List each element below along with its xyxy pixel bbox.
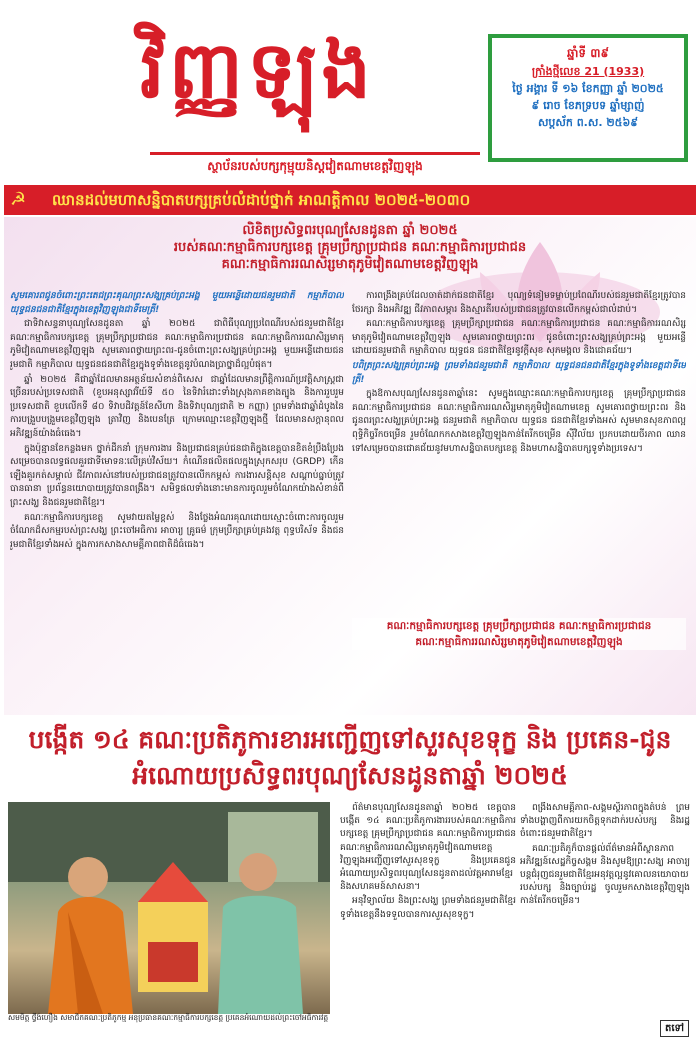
letter-paragraph: ការពង្រឹងគ្រប់ដែលចាត់ដាក់ជនជាតិខ្មែរ បុណ្យទំនៀមទម្លាប់ប្រពៃណីរបស់ជនរួមជាតិខ្មែរត្រូវបានថែរក្សា និងអភិវឌ្ឍ ជីវភាពសម្ភារ និងស្មារតីរបស់ប្រជាជនត្រូវបានលើកកម្ពស់ជាលំដាប់។ — [352, 291, 686, 315]
congress-banner: ឈានដល់មហាសន្និបាតបក្សគ្រប់លំដាប់ថ្នាក់ អាណត្តិកាល ២០២៥-២០៣០ — [4, 185, 696, 215]
letter-paragraph: គណៈកម្មាធិការបក្សខេត្ត គ្រុមប្រឹក្សាប្រជាជន គណៈកម្មាធិការប្រជាជន គណៈកម្មាធិការរណសិរ្សមាតុភូមិវៀតណាមខេត្តវិញឡុង សូមគោរពថ្វាយព្រះពរ ជូនចំពោះព្រះសង្ឃគ្រប់ព្រះអង្គ មួយអន្លើដោយជនរួមជាតិ កម្មាភិបាល យុទ្ធជន ជនជាតិខ្មែរនូវក្តីសុខ សុភមង្គល និងជោគជ័យ។ — [352, 319, 686, 357]
issue-year: ឆ្នាំទី ៣៩ — [567, 46, 609, 60]
issue-lunar-date: ៩ រោច ខែភទ្របទ ឆ្នាំម្សាញ់ — [531, 98, 645, 112]
letter-paragraph: គណៈកម្មាធិការបក្សខេត្ត សូមវាយតម្លៃខ្ពស់ និងថ្លែងអំណរគុណដោយស្មោះចំពោះការចូលរួមចំណែកដ៏សកម្មរបស់ព្រះសង្ឃ ព្រះចៅអធិការ អាចារ្យ គ្រូធម៌ ក្រុមប្រឹក្សាគ្រប់គ្រងវត្ត ពុទ្ធបរិស័ទ និងជនរួមជាតិខ្មែរទាំងអស់ ក្នុងការកសាងសាមគ្គីភាពជាតិដ៏ធំធេង។ — [10, 512, 344, 550]
letter-salutation: សូមគោរពជូនចំពោះព្រះតេជព្រះគុណព្រះសង្ឃគ្រប់ព្រះអង្គ មួយអន្លើដោយជនរួមជាតិ កម្មាភិបាល យុទ្ធជនជនជាតិខ្មែរក្នុងខេត្តវិញឡុងជាទីមេត្រី! — [10, 291, 344, 315]
story-photo — [8, 802, 330, 1014]
story-column-1 — [340, 802, 516, 1018]
letter-intro — [10, 222, 690, 273]
story-paragraph: ពង្រឹងសាមគ្គីភាព-សង្គមស្ថិរភាពក្នុងតំបន់ ព្រមទាំងបង្ហាញពីការយកចិត្តទុកដាក់របស់បក្ស និងរដ្ឋ ចំពោះជនរួមជាតិខ្មែរ។ — [520, 803, 690, 840]
letter-salutation: បពិត្រព្រះសង្ឃគ្រប់ព្រះអង្គ ព្រមទាំងជនរួមជាតិ កម្មាភិបាល យុទ្ធជនជនជាតិខ្មែរក្នុងទូទាំងខេត្តជាទីមេត្រី! — [352, 360, 686, 385]
issue-number: ក្រាំងថ្មីលេខ 21 (1933) — [531, 64, 645, 78]
issue-era: សប្តស័ក ព.ស. ២៥៦៩ — [537, 115, 639, 129]
photo-illustration-icon — [8, 802, 330, 1014]
letter-from-line: របស់គណៈកម្មាធិការបក្សខេត្ត គ្រុមប្រឹក្សាប្រជាជន គណៈកម្មាធិការប្រជាជន — [173, 240, 527, 255]
story-headline: បង្កើត ១៤ គណៈប្រតិភូការខារអញ្ជើញទៅសួរសុខទុក្ខ និង ប្រគេន-ជូនអំណោយប្រសិទ្ធពរបុណ្យសែនដូនតាឆ្នាំ ២០២៥ — [28, 725, 672, 790]
signature-line: គណៈកម្មាធិការរណសិរ្សមាតុភូមិវៀតណាមខេត្តវិញឡុង — [352, 634, 686, 650]
issue-info-box — [488, 34, 688, 162]
story-paragraph: អនុវិទ្យាល័យ និងព្រះសង្ឃ ព្រមទាំងជនរួមជាតិខ្មែរទូទាំងខេត្តនឹងទទួលបានការសួរសុខទុក្ខ។ — [340, 896, 516, 920]
letter-signature — [352, 618, 686, 650]
masthead-slogan: ស្ថាប័នរបស់បក្សកុម្មុយនិស្តវៀតណាមខេត្តវិញឡុង — [150, 152, 480, 176]
story-column-2 — [520, 802, 690, 1018]
letter-left-column — [10, 290, 344, 708]
letter-paragraph: ជាទិវាសន្ទនាបុណ្យសែនដូនតា ឆ្នាំ ២០២៥ ជាពិធីបុណ្យប្រពៃណីរបស់ជនរួមជាតិខ្មែរ គណៈកម្មាធិការបក្សខេត្ត គ្រុមប្រឹក្សាប្រជាជន គណៈកម្មាធិការប្រជាជន គណៈកម្មាធិការរណសិរ្សមាតុភូមិវៀតណាមខេត្តវិញឡុង សូមគោរពថ្វាយព្រះពរ-ជូនចំពោះព្រះសង្ឃគ្រប់ព្រះអង្គ មួយអន្លើដោយជនរួមជាតិ កម្មាភិបាល យុទ្ធជនជនជាតិខ្មែរក្នុងទូទាំងខេត្តនូវបំណងប្រាថ្នាដ៏ល្អបំផុត។ — [10, 319, 344, 370]
letter-paragraph: ក្នុងប៉ុន្មានខែកន្លងមក ថ្នាក់ដឹកនាំ ក្រុមការងារ និងប្រជាជនគ្រប់ជនជាតិក្នុងខេត្តបានខិតខំប្រឹងប្រែងសម្រេចបានលទ្ធផលគួរជាទីមោទនៈលើគ្រប់វិស័យ។ កំណើនផលិតផលក្នុងស្រុកសរុប (GRDP) កើនឡើងគួរកត់សម្គាល់ ជីវភាពរស់នៅរបស់ប្រជាជនត្រូវបានលើកកម្ពស់ ការងារសន្តិសុខ សណ្តាប់ធ្នាប់ត្រូវបានធានា ប្រព័ន្ធនយោបាយត្រូវបានពង្រឹង។ សមិទ្ធផលទាំងនោះមានការចូលរួមចំណែកយ៉ាងសំខាន់ពីព្រះសង្ឃ និងជនរួមជាតិខ្មែរ។ — [10, 443, 344, 508]
story-paragraph: គណៈប្រតិភូក៏បានផ្តល់ព័ត៌មានអំពីស្ថានភាពអភិវឌ្ឍន៍សេដ្ឋកិច្ចសង្គម និងសូមឱ្យព្រះសង្ឃ អាចារ្យ បន្តជំរុញជនរួមជាតិខ្មែរអនុវត្តល្អនូវគោលនយោបាយរបស់បក្ស និងច្បាប់រដ្ឋ ចូលរួមកសាងខេត្តវិញឡុងកាន់តែរីកចម្រើន។ — [520, 843, 690, 907]
story-paragraph: ព័ត៌មានបុណ្យសែនដូនតាឆ្នាំ ២០២៥ ខេត្តបានបង្កើត ១៤ គណៈប្រតិភូការងាររបស់គណៈកម្មាធិការបក្សខេត្ត គ្រុមប្រឹក្សាប្រជាជន គណៈកម្មាធិការប្រជាជន គណៈកម្មាធិការរណសិរ្សមាតុភូមិវៀតណាមខេត្តវិញឡុងអញ្ជើញទៅសួរសុខទុក្ខ និងប្រគេនជូនអំណោយប្រសិទ្ធពរបុណ្យសែនដូនតាដល់វត្តអារាមខ្មែរ និងសហគមន៍សាសនា។ — [340, 803, 516, 893]
letter-from-line: គណៈកម្មាធិការរណសិរ្សមាតុភូមិវៀតណាមខេត្តវិញឡុង — [221, 257, 479, 272]
issue-date: ថ្ងៃ អង្គារ ទី ១៦ ខែកញ្ញា ឆ្នាំ ២០២៥ — [512, 81, 664, 95]
hammer-sickle-icon: ☭ — [10, 189, 27, 210]
letter-paragraph: ឆ្នាំ ២០២៥ គឺជាឆ្នាំដែលមានអត្ថន័យសំខាន់ពិសេស ជាឆ្នាំដែលមានព្រឹត្តិការណ៍ប្រវត្តិសាស្ត្រជាច្រើនរបស់ប្រទេសជាតិ (ខួបអនុស្សាវរីយ៍ទី ៥០ នៃទិវារំដោះទាំងស្រុងភាគខាងត្បូង និងការរួបរួមប្រទេសជាតិ ខួបលើកទី ៨០ ទិវាបដិវត្តន៍ខែសីហា និងទិវាបុណ្យជាតិ ២ កញ្ញា) ព្រមទាំងជាឆ្នាំដំបូងនៃការបង្រួបបង្រួមខេត្តវិញឡុង ត្រាវិញ និងបេនត្រែ ក្រោមឈ្មោះខេត្តវិញឡុងថ្មី ដែលមានសក្តានុពលអភិវឌ្ឍន៍យ៉ាងធំធេង។ — [10, 374, 344, 439]
letter-right-column — [352, 290, 686, 612]
photo-caption: សមមិត្ត ថ្វីង់ហឿង សមាជិកគណៈប្រតិភូកម្ម អនុប្រធានគណៈកម្មាធិការបក្សខេត្ត ប្រគេនអំណោយដល់ព្រះចៅអធិការវត្ត — [8, 1013, 329, 1022]
newspaper-logo: វិញ្ញឡុង — [140, 25, 375, 116]
letter-title: លិខិតប្រសិទ្ធពរបុណ្យសែនដូនតា ឆ្នាំ ២០២៥ — [242, 223, 458, 238]
continued-marker: តទៅ — [660, 1020, 689, 1037]
letter-paragraph: ក្នុងឱកាសបុណ្យសែនដូនតាឆ្នាំនេះ សូមក្នុងឈ្មោះគណៈកម្មាធិការបក្សខេត្ត គ្រុមប្រឹក្សាប្រជាជន គណៈកម្មាធិការប្រជាជន គណៈកម្មាធិការរណសិរ្សមាតុភូមិវៀតណាមខេត្ត សូមគោរពថ្វាយព្រះពរ និងជូនពរព្រះសង្ឃគ្រប់ព្រះអង្គ ជនរួមជាតិ កម្មាភិបាល យុទ្ធជន ជនជាតិខ្មែរទាំងអស់ សូមមានសុខភាពល្អ ពុទ្ធិកិច្ចរីកចម្រើន រួមចំណែកកសាងខេត្តវិញឡុងកាន់តែរីកចម្រើន ស៊ីវិល័យ ប្រកបដោយចីរភាព ឈានទៅសម្រេចបានជោគជ័យនូវមហាសន្និបាតបក្សខេត្ត និងមហាសន្និបាតបក្សទូទាំងប្រទេស។ — [352, 389, 686, 454]
signature-line: គណៈកម្មាធិការបក្សខេត្ត គ្រុមប្រឹក្សាប្រជាជន គណៈកម្មាធិការប្រជាជន — [352, 618, 686, 634]
